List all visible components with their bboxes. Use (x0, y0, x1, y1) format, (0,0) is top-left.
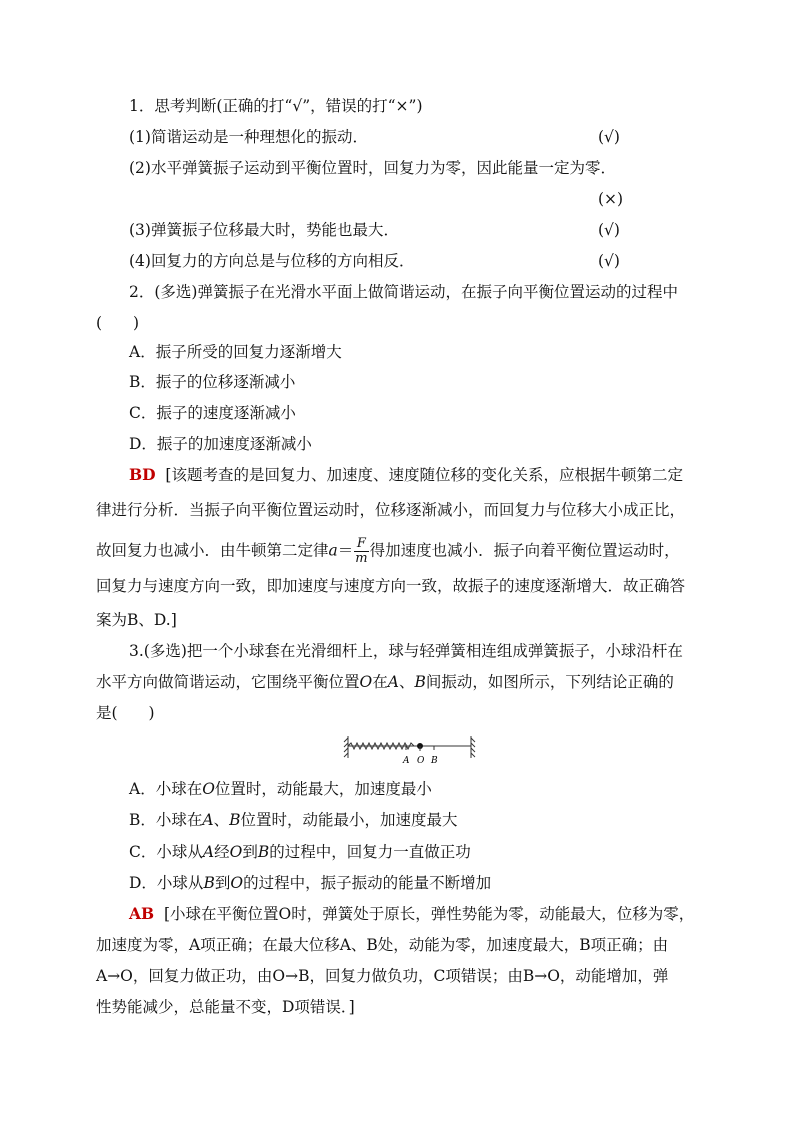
q3-option-b-pre: B．小球在 (129, 811, 203, 829)
left-wall (344, 736, 348, 758)
var-b-point: B (414, 673, 426, 691)
q3-stem-line1: 3.(多选)把一个小球套在光滑细杆上，球与轻弹簧相连组成弹簧振子，小球沿杆在 (129, 642, 683, 660)
q3-option-d-var2: O (230, 874, 244, 892)
q3-answer-label: AB (129, 904, 155, 923)
q2-explanation-3-pre: 故回复力也减小．由牛顿第二定律 (96, 541, 329, 560)
q3-stem-line2: 水平方向做简谐运动，它围绕平衡位置O在A、B间振动，如图所示，下列结论正确的 (96, 673, 674, 691)
q3-option-d-post: 的过程中，振子振动的能量不断增加 (243, 874, 492, 892)
q1-mark-2: (×) (598, 190, 624, 208)
q3-option-c (129, 842, 471, 862)
q2-option-b: B．振子的位移逐渐减小 (129, 373, 296, 391)
q3-explanation-1: [小球在平衡位置O时，弹簧处于原长，弹性势能为零，动能最大，位移为零， (164, 905, 695, 923)
q2-answer-line1 (129, 465, 683, 485)
var-a-point: A (387, 673, 399, 691)
q3-option-d-var1: B (203, 874, 215, 892)
q2-stem-line2: ( ) (96, 314, 140, 332)
q3-option-b-mid: 、 (213, 811, 230, 829)
fraction-f-over-m (354, 537, 368, 566)
q3-option-d-pre: D．小球从 (129, 874, 204, 892)
q3-option-d (129, 873, 491, 893)
q1-item-2: (2)水平弹簧振子运动到平衡位置时，回复力为零，因此能量一定为零． (129, 159, 616, 177)
q3-stem-line2-b: 在 (372, 673, 388, 691)
spring-oscillator-figure (340, 734, 480, 766)
q2-stem-line1: 2．(多选)弹簧振子在光滑水平面上做简谐运动，在振子向平衡位置运动的过程中 (129, 283, 678, 301)
q2-option-d: D．振子的加速度逐渐减小 (129, 435, 312, 453)
q2-answer-label: BD (129, 465, 156, 484)
q3-option-b (129, 810, 458, 830)
q3-option-a-post: 位置时，动能最大，加速度最小 (214, 780, 432, 798)
q1-mark-1: (√) (598, 128, 620, 146)
q3-explanation-2: 加速度为零，A项正确；在最大位移A、B处，动能为零，加速度最大，B项正确；由 (96, 936, 669, 954)
q3-answer-line1 (129, 904, 694, 924)
q2-explanation-5: 案为B、D.] (96, 611, 177, 629)
equals-sign: ＝ (337, 541, 354, 560)
q1-item-1: (1)简谐运动是一种理想化的振动． (129, 128, 368, 146)
q3-explanation-4: 性势能减少，总能量不变，D项错误．] (96, 998, 355, 1016)
q3-stem-line2-a: 水平方向做简谐运动，它围绕平衡位置 (96, 673, 360, 691)
q1-item-4: (4)回复力的方向总是与位移的方向相反． (129, 252, 415, 270)
var-a: a (328, 541, 338, 560)
label-a: A (403, 756, 410, 766)
q1-mark-3: (√) (598, 221, 620, 239)
right-wall (471, 736, 475, 758)
label-o: O (417, 756, 425, 766)
var-o: O (359, 673, 373, 691)
q3-option-a (129, 779, 432, 799)
q1-item-3: (3)弹簧振子位移最大时，势能也最大． (129, 221, 399, 239)
label-b: B (431, 756, 438, 766)
q3-option-c-pre: C．小球从 (129, 843, 203, 861)
q1-title: 1．思考判断(正确的打“√”，错误的打“×”) (129, 97, 423, 115)
q3-option-b-var2: B (229, 811, 241, 829)
q3-stem-line2-c: 间振动，如图所示，下列结论正确的 (425, 673, 674, 691)
q2-option-c: C．振子的速度逐渐减小 (129, 404, 296, 422)
q3-option-c-mid: 经 (214, 843, 230, 861)
q3-option-c-mid2: 到 (242, 843, 258, 861)
q3-option-d-mid: 到 (214, 874, 231, 892)
q3-option-c-var1: A (202, 843, 215, 861)
q3-option-b-post: 位置时，动能最小，加速度最大 (240, 811, 458, 829)
q2-option-a: A．振子所受的回复力逐渐增大 (129, 343, 342, 361)
q2-explanation-4: 回复力与速度方向一致，即加速度与速度方向一致，故振子的速度逐渐增大．故正确答 (96, 577, 686, 595)
q3-option-a-var: O (202, 780, 215, 798)
q2-explanation-1: [该题考查的是回复力、加速度、速度随位移的变化关系，应根据牛顿第二定 (165, 466, 683, 484)
q3-option-c-var3: B (257, 843, 270, 861)
q3-explanation-3: A→O，回复力做正功，由O→B，回复力做负功，C项错误；由B→O，动能增加，弹 (96, 967, 669, 985)
q2-explanation-3-post: 得加速度也减小．振子向着平衡位置运动时， (369, 541, 680, 560)
q3-option-b-var1: A (202, 811, 214, 829)
q2-explanation-3 (96, 537, 680, 566)
fraction-numerator: F (354, 537, 368, 552)
q3-option-c-var2: O (229, 843, 243, 861)
q3-option-a-pre: A．小球在 (129, 780, 203, 798)
q3-stem-line3: 是( ) (96, 704, 155, 722)
fraction-denominator: m (355, 551, 368, 566)
q1-mark-4: (√) (598, 252, 620, 270)
q3-option-c-post: 的过程中，回复力一直做正功 (269, 843, 471, 861)
q2-explanation-2: 律进行分析．当振子向平衡位置运动时，位移逐渐减小，而回复力与位移大小成正比， (96, 501, 686, 519)
